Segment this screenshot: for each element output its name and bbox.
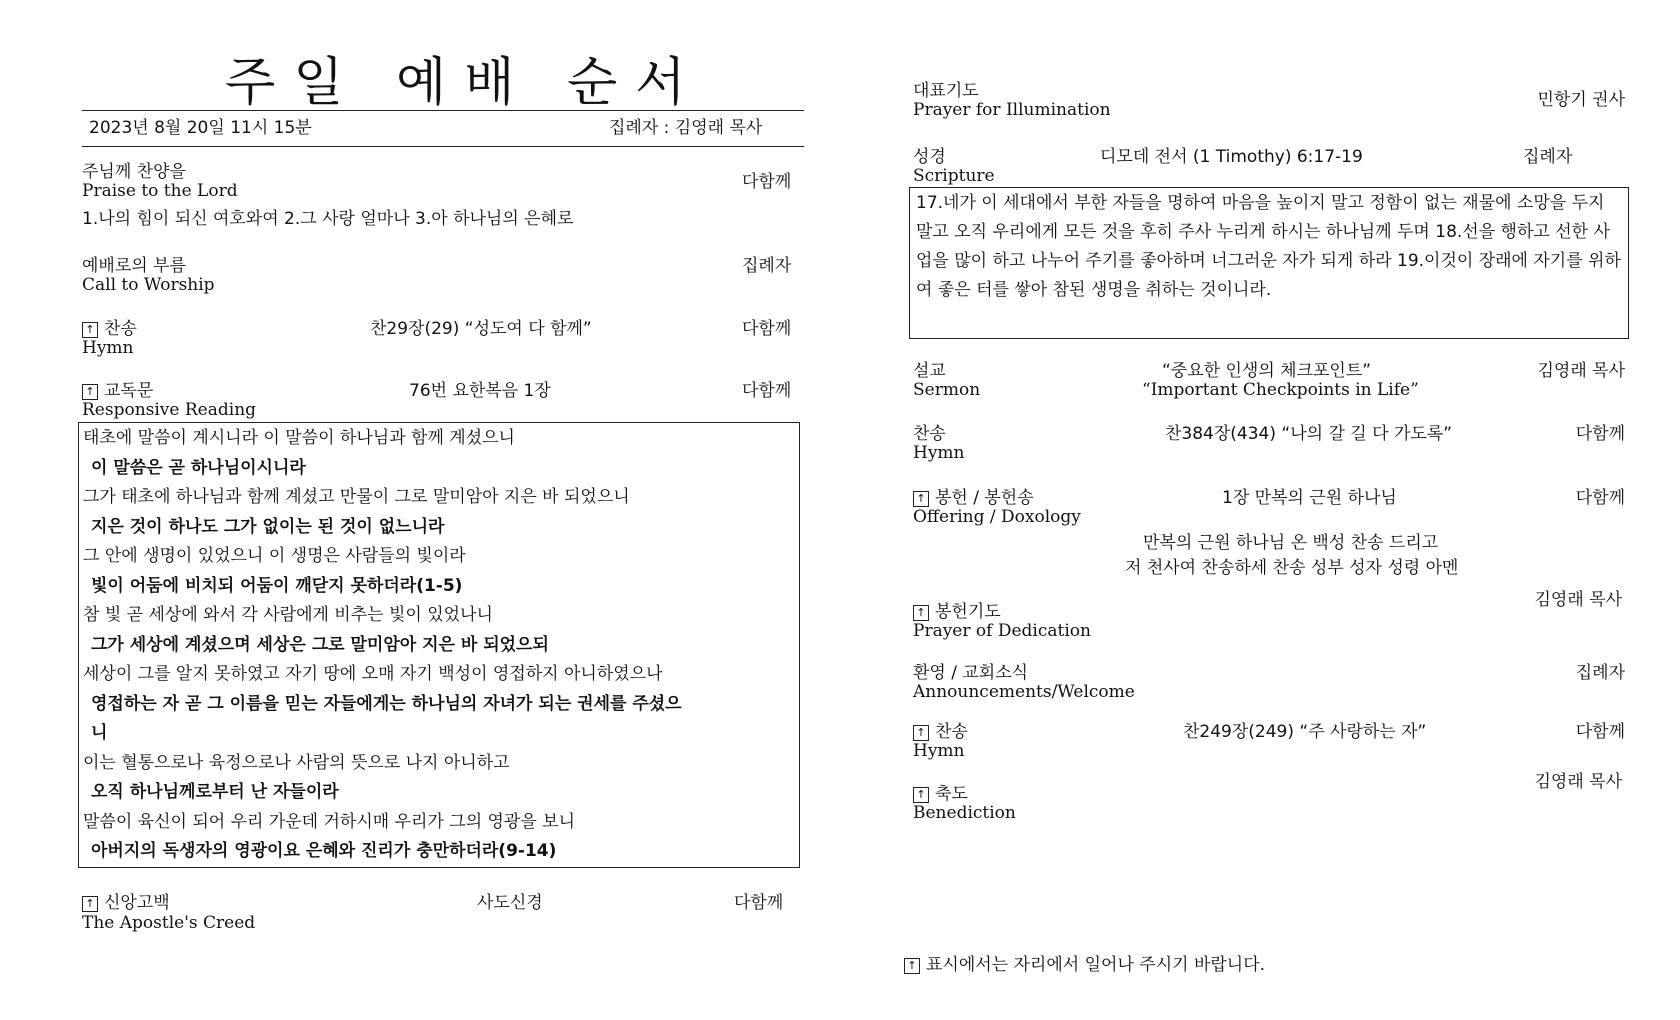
dedication-leader: 김영래 목사 [1534,590,1622,610]
offering-title-en: Offering / Doxology [913,507,1081,527]
divider [82,110,804,111]
prayer-leader: 민항기 권사 [1537,90,1625,110]
page-title: 주일 예배 순서 [225,53,704,113]
offering-hymn: 1장 만복의 근원 하나님 [1222,488,1397,508]
service-leader: 집례자 : 김영래 목사 [609,118,763,138]
scripture-title-en: Scripture [913,166,995,186]
sermon-preacher: 김영래 목사 [1537,361,1625,381]
hymn-title-en: Hymn [82,338,134,358]
dedication-title-ko: ↑ 봉헌기도 [913,602,1001,622]
praise-leader: 다함께 [742,172,792,192]
reading-line-congregation: 빛이 어둠에 비치되 어둠이 깨닫지 못하더라(1-5) [91,575,463,596]
hymn-number: 찬29장(29) “성도여 다 함께” [370,319,592,339]
hymn2-title-en: Hymn [913,443,965,463]
reading-line-leader: 말씀이 육신이 되어 우리 가운데 거하시매 우리가 그의 영광을 보니 [83,811,576,832]
sermon-title-ko: 설교 [913,361,946,381]
hymn3-leader: 다함께 [1575,722,1625,742]
stand-up-icon: ↑ [913,605,929,621]
creed-title-ko: ↑ 신앙고백 [82,893,170,913]
hymn-title-ko: ↑ 찬송 [82,319,137,339]
reading-line-leader: 세상이 그를 알지 못하였고 자기 땅에 오매 자기 백성이 영접하지 아니하였으나 [83,664,663,684]
sermon-title-english: “Important Checkpoints in Life” [1142,380,1419,400]
standing-footnote: ↑ 표시에서는 자리에서 일어나 주시기 바랍니다. [904,955,1265,975]
scripture-reference: 디모데 전서 (1 Timothy) 6:17-19 [1100,147,1363,167]
reading-line-congregation: 이 말씀은 곧 하나님이시니라 [91,457,306,478]
praise-title-en: Praise to the Lord [82,181,238,201]
stand-up-icon: ↑ [913,725,929,741]
stand-up-icon: ↑ [904,958,920,974]
creed-name: 사도신경 [477,893,543,913]
benediction-title-en: Benediction [913,803,1016,823]
benediction-leader: 김영래 목사 [1534,772,1622,792]
scripture-leader: 집례자 [1523,147,1573,167]
call-leader: 집례자 [742,256,792,276]
doxology-lyrics-line1: 만복의 근원 하나님 온 백성 찬송 드리고 [1143,533,1439,553]
service-date: 2023년 8월 20일 11시 15분 [89,118,312,138]
welcome-leader: 집례자 [1575,663,1625,683]
sermon-title-en: Sermon [913,380,981,400]
hymn2-number: 찬384장(434) “나의 갈 길 다 가도록” [1165,424,1453,444]
hymn3-title-en: Hymn [913,741,965,761]
reading-line-congregation: 아버지의 독생자의 영광이요 은혜와 진리가 충만하더라(9-14) [91,841,557,861]
scripture-text-box: 17.네가 이 세대에서 부한 자들을 명하여 마음을 높이지 말고 정함이 없는 재물에 소망을 두지 말고 오직 우리에게 모든 것을 후히 주사 누리게 하시는 하나님께 두며 18.선을 행하고 선한 사업을 많이 하고 나누어 주기를 좋아하며 너그러운 자가 되게 하라 19.이것이 장래에 자기를 위하여 좋은 터를 쌓아 참된 생명을 취하는 것이니라. [909,187,1629,339]
reading-line-congregation: 그가 세상에 계셨으며 세상은 그로 말미암아 지은 바 되었으되 [91,634,549,655]
prayer-title-ko: 대표기도 [913,81,979,101]
reading-title-en: Responsive Reading [82,400,257,420]
call-title-ko: 예배로의 부름 [82,256,186,276]
welcome-title-ko: 환영 / 교회소식 [913,663,1029,683]
offering-title-ko: ↑ 봉헌 / 봉헌송 [913,488,1034,508]
sermon-title-korean: “중요한 인생의 체크포인트” [1162,361,1372,381]
stand-up-icon: ↑ [913,491,929,507]
hymn2-leader: 다함께 [1575,424,1625,444]
reading-leader: 다함께 [742,381,792,401]
reading-line-congregation: 오직 하나님께로부터 난 자들이라 [91,782,339,802]
dedication-title-en: Prayer of Dedication [913,621,1091,641]
reading-title-ko: ↑ 교독문 [82,381,153,401]
stand-up-icon: ↑ [82,322,98,338]
praise-songs: 1.나의 힘이 되신 여호와여 2.그 사랑 얼마나 3.아 하나님의 은혜로 [82,209,574,229]
hymn-leader: 다함께 [742,319,792,339]
doxology-lyrics-line2: 저 천사여 찬송하세 찬송 성부 성자 성령 아멘 [1125,558,1459,578]
reading-line-congregation: 지은 것이 하나도 그가 없이는 된 것이 없느니라 [91,516,445,537]
reading-number: 76번 요한복음 1장 [409,381,551,401]
divider [82,146,804,147]
praise-title-ko: 주님께 찬양을 [82,162,186,182]
welcome-title-en: Announcements/Welcome [913,682,1135,702]
responsive-reading-box [78,422,800,868]
scripture-title-ko: 성경 [913,147,946,167]
offering-leader: 다함께 [1575,488,1625,508]
reading-line-congregation: 영접하는 자 곧 그 이름을 믿는 자들에게는 하나님의 자녀가 되는 권세를 주셨으 [91,693,682,714]
prayer-title-en: Prayer for Illumination [913,100,1111,120]
reading-line-congregation: 니 [91,723,108,743]
hymn3-title-ko: ↑ 찬송 [913,722,968,742]
stand-up-icon: ↑ [82,384,98,400]
reading-line-leader: 그가 태초에 하나님과 함께 계셨고 만물이 그로 말미암아 지은 바 되었으니 [83,487,630,507]
hymn3-number: 찬249장(249) “주 사랑하는 자” [1183,722,1427,742]
creed-title-en: The Apostle's Creed [82,913,256,933]
creed-leader: 다함께 [734,893,784,913]
hymn2-title-ko: 찬송 [913,424,946,444]
reading-line-leader: 이는 혈통으로나 육정으로나 사람의 뜻으로 나지 아니하고 [83,752,510,773]
call-title-en: Call to Worship [82,275,215,295]
benediction-title-ko: ↑ 축도 [913,784,968,804]
reading-line-leader: 태초에 말씀이 계시니라 이 말씀이 하나님과 함께 계셨으니 [83,428,515,448]
stand-up-icon: ↑ [913,787,929,803]
stand-up-icon: ↑ [82,896,98,912]
reading-line-leader: 그 안에 생명이 있었으니 이 생명은 사람들의 빛이라 [83,546,466,566]
reading-line-leader: 참 빛 곧 세상에 와서 각 사람에게 비추는 빛이 있었나니 [83,605,493,625]
